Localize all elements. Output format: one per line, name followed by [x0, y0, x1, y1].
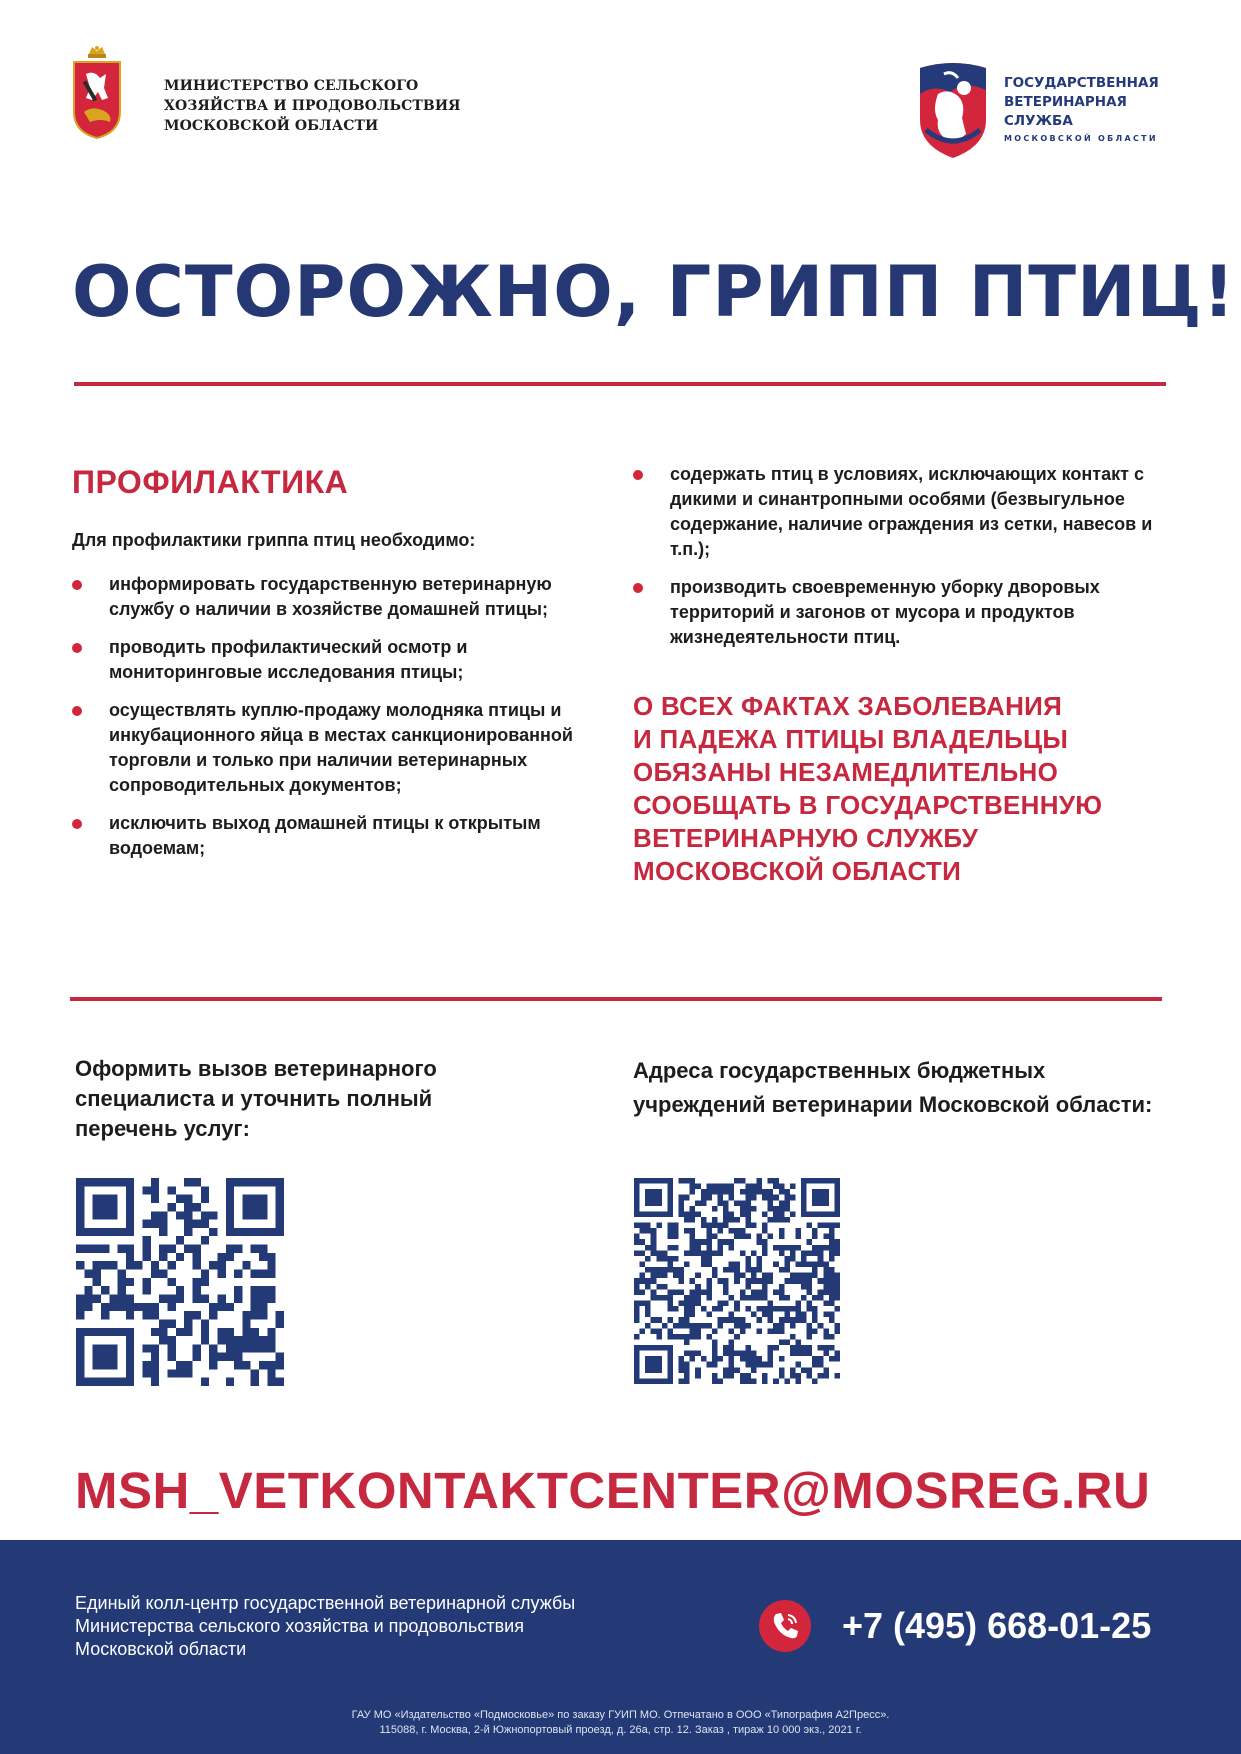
- print-imprint-line: 115088, г. Москва, 2-й Южнопортовый проезд, д. 26а, стр. 12. Заказ , тираж 10 000 экз., 2021 г.: [379, 1724, 862, 1736]
- report-warning-line: И ПАДЕЖА ПТИЦЫ ВЛАДЕЛЬЦЫ: [633, 724, 1069, 754]
- list-item-text: проводить профилактический осмотр и мониторинговые исследования птицы;: [109, 637, 468, 682]
- report-warning-line: СООБЩАТЬ В ГОСУДАРСТВЕННУЮ: [633, 790, 1103, 820]
- contact-email[interactable]: MSH_VETKONTAKTCENTER@MOSREG.RU: [75, 1462, 1151, 1519]
- callcenter-description: [75, 1592, 675, 1661]
- vet-service-name-line: СЛУЖБА: [1004, 113, 1073, 129]
- list-item: [72, 635, 602, 685]
- prevention-heading: ПРОФИЛАКТИКА: [72, 464, 349, 500]
- vet-call-heading-line: перечень услуг:: [75, 1116, 250, 1141]
- list-item-text: содержать птиц в условиях, исключающих контакт с дикими и синантропными особями (безвыгульное содержание, наличие ограждения из сетки, навесов и т.п.);: [670, 464, 1153, 559]
- prevention-list-right: [633, 462, 1163, 663]
- list-item: [72, 698, 602, 798]
- report-warning-line: О ВСЕХ ФАКТАХ ЗАБОЛЕВАНИЯ: [633, 691, 1063, 721]
- list-item-text: исключить выход домашней птицы к открытым водоемам;: [109, 813, 541, 858]
- bullet-icon: [633, 470, 643, 480]
- vet-service-name-line: ГОСУДАРСТВЕННАЯ: [1004, 75, 1159, 91]
- vet-service-region: МОСКОВСКОЙ ОБЛАСТИ: [1004, 134, 1158, 143]
- bullet-icon: [72, 643, 82, 653]
- prevention-intro: Для профилактики гриппа птиц необходимо:: [72, 530, 476, 550]
- callcenter-phone[interactable]: +7 (495) 668-01-25: [842, 1605, 1152, 1646]
- list-item: [633, 462, 1163, 562]
- vet-addresses-heading-line: Адреса государственных бюджетных: [633, 1058, 1046, 1083]
- vet-addresses-heading-line: учреждений ветеринарии Московской области:: [633, 1092, 1153, 1117]
- vet-call-heading-line: специалиста и уточнить полный: [75, 1086, 433, 1111]
- vet-call-heading: [75, 1054, 515, 1144]
- moscow-oblast-coat-of-arms-icon: [72, 42, 122, 142]
- list-item: [633, 575, 1163, 650]
- list-item-text: производить своевременную уборку дворовых территорий и загонов от мусора и продуктов жизнедеятельности птиц.: [670, 577, 1100, 647]
- bullet-icon: [72, 580, 82, 590]
- ministry-name-line: ХОЗЯЙСТВА И ПРОДОВОЛЬСТВИЯ: [164, 98, 461, 114]
- callcenter-line: Единый колл-центр государственной ветеринарной службы: [75, 1593, 576, 1613]
- bullet-icon: [72, 819, 82, 829]
- prevention-list-left: [72, 572, 602, 874]
- report-warning-line: ОБЯЗАНЫ НЕЗАМЕДЛИТЕЛЬНО: [633, 757, 1059, 787]
- list-item-text: осуществлять куплю-продажу молодняка птицы и инкубационного яйца в местах санкционированной торговли и только при наличии ветеринарных сопроводительных документов;: [109, 700, 573, 795]
- ministry-name: [164, 76, 494, 136]
- ministry-name-line: МОСКОВСКОЙ ОБЛАСТИ: [164, 118, 379, 134]
- list-item: [72, 572, 602, 622]
- print-imprint-line: ГАУ МО «Издательство «Подмосковье» по заказу ГУИП МО. Отпечатано в ООО «Типография А2Пресс».: [351, 1709, 890, 1721]
- callcenter-line: Московской области: [75, 1639, 247, 1659]
- callcenter-line: Министерства сельского хозяйства и продовольствия: [75, 1616, 524, 1636]
- ministry-name-line: МИНИСТЕРСТВО СЕЛЬСКОГО: [164, 78, 419, 94]
- bullet-icon: [72, 706, 82, 716]
- list-item: [72, 811, 602, 861]
- report-warning: [633, 690, 1153, 888]
- title-divider: [74, 382, 1166, 386]
- section-divider: [70, 997, 1162, 1001]
- print-imprint: [0, 1708, 1241, 1738]
- bullet-icon: [633, 583, 643, 593]
- list-item-text: информировать государственную ветеринарную службу о наличии в хозяйстве домашней птицы;: [109, 574, 552, 619]
- vet-service-name: [1004, 74, 1234, 145]
- vet-addresses-heading: [633, 1054, 1203, 1122]
- vet-service-name-line: ВЕТЕРИНАРНАЯ: [1004, 94, 1127, 110]
- qr-code-icon[interactable]: [76, 1178, 284, 1386]
- qr-code-icon[interactable]: [634, 1178, 840, 1384]
- state-veterinary-service-emblem-icon: [914, 60, 992, 160]
- phone-icon: [759, 1600, 811, 1652]
- report-warning-line: ВЕТЕРИНАРНУЮ СЛУЖБУ: [633, 823, 979, 853]
- page-title: ОСТОРОЖНО, ГРИПП ПТИЦ!: [72, 251, 1236, 333]
- report-warning-line: МОСКОВСКОЙ ОБЛАСТИ: [633, 856, 962, 886]
- vet-call-heading-line: Оформить вызов ветеринарного: [75, 1056, 437, 1081]
